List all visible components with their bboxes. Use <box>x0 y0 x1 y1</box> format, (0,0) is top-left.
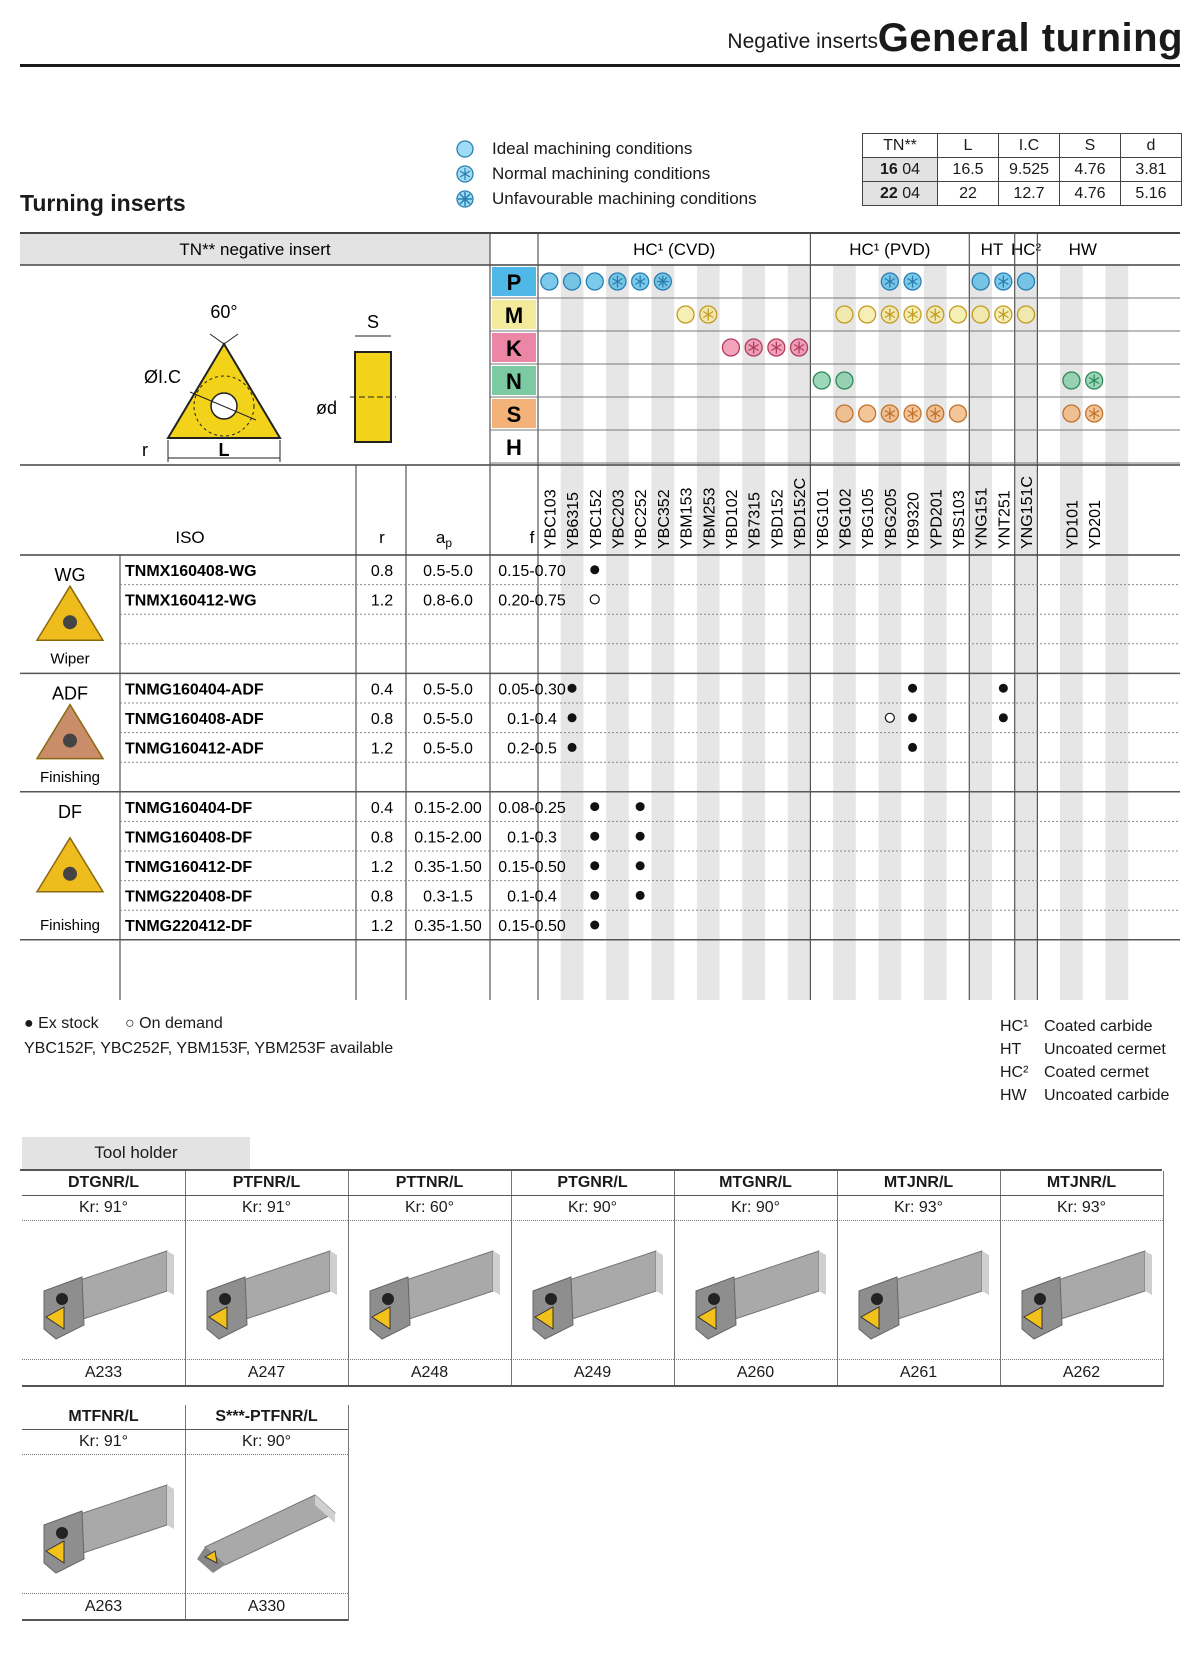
ex-stock-icon <box>568 684 577 693</box>
insert-thumbnail <box>37 705 103 759</box>
holder-name: MTJNR/L <box>1000 1171 1163 1196</box>
tool-holder-card <box>185 1405 349 1621</box>
nose-radius: 0.8 <box>370 563 394 580</box>
condition-circle <box>586 273 603 290</box>
iso-code: TNMG160404-DF <box>125 799 253 817</box>
insert-group-caption: Finishing <box>39 916 101 934</box>
insert-group-name: DF <box>58 801 82 822</box>
condition-ideal-icon <box>859 306 876 323</box>
column-stripe <box>924 265 947 1000</box>
column-stripe <box>742 265 765 1000</box>
nose-radius: 1.2 <box>370 918 394 936</box>
column-stripe <box>1106 265 1129 1000</box>
holder-image <box>185 1455 348 1594</box>
L-label: L <box>218 440 230 460</box>
condition-normal-icon <box>881 306 898 323</box>
iso-code: TNMX160408-WG <box>125 563 257 580</box>
depth-of-cut: 0.8-6.0 <box>423 592 473 610</box>
column-stripe <box>1015 265 1038 1000</box>
grade-label: YBD152 <box>769 489 787 549</box>
iso-code: TNMG220412-DF <box>125 918 253 936</box>
grade-label: YBM153 <box>678 487 696 549</box>
iso-code: TNMG220408-DF <box>125 888 253 906</box>
ex-stock-icon <box>568 713 577 722</box>
dim-header: TN** <box>863 134 938 158</box>
condition-ideal-icon <box>1063 405 1080 422</box>
dim-code-bold: 16 <box>879 160 898 178</box>
tool-holder-icon <box>1000 1221 1163 1359</box>
feed-rate: 0.15-0.70 <box>498 563 566 580</box>
condition-ideal-icon <box>1063 372 1080 389</box>
condition-ideal-icon <box>972 273 989 290</box>
grade-label: YPD201 <box>928 489 946 549</box>
depth-of-cut: 0.15-2.00 <box>414 829 482 847</box>
condition-normal-icon <box>768 339 785 356</box>
iso-code: TNMG160404-ADF <box>125 681 264 699</box>
holder-page-ref: A233 <box>22 1360 185 1387</box>
ex-stock-icon <box>590 832 599 841</box>
tool-holder-card <box>674 1171 838 1387</box>
condition-ideal-icon <box>564 273 581 290</box>
condition-normal-icon <box>881 405 898 422</box>
ex-stock-icon <box>568 743 577 752</box>
condition-normal-icon <box>881 273 898 290</box>
dim-S: 4.76 <box>1060 158 1121 182</box>
feed-rate: 0.20-0.75 <box>498 592 566 610</box>
condition-circle <box>836 405 853 422</box>
ex-stock-icon <box>908 743 917 752</box>
condition-ideal-icon <box>949 405 966 422</box>
condition-normal-icon <box>1086 372 1103 389</box>
nose-radius: 0.8 <box>370 829 394 847</box>
grade-label: YBC103 <box>542 489 560 549</box>
dim-d: 5.16 <box>1121 182 1182 206</box>
condition-ideal-icon <box>1018 273 1035 290</box>
f-header: f <box>529 528 535 547</box>
material-code: P <box>506 270 522 295</box>
grade-group-label: HC² <box>1010 240 1042 259</box>
angle-label: 60° <box>210 302 238 322</box>
condition-ideal-icon <box>859 405 876 422</box>
material-code: N <box>506 369 522 394</box>
grade-label: YBD102 <box>723 489 741 549</box>
condition-normal-icon <box>745 339 762 356</box>
tool-holder-icon <box>674 1221 837 1359</box>
holder-page-ref: A263 <box>22 1594 185 1621</box>
condition-normal-icon <box>1086 405 1103 422</box>
column-stripe <box>697 265 720 1000</box>
ex-stock-label: Ex stock <box>38 1015 99 1032</box>
condition-circle <box>1018 306 1035 323</box>
r-header: r <box>379 528 385 547</box>
column-stripe <box>606 265 629 1000</box>
dim-header: S <box>1060 134 1121 158</box>
condition-normal-icon <box>927 405 944 422</box>
grade-label: YBG205 <box>882 488 900 549</box>
grade-label: YD101 <box>1064 500 1082 549</box>
ex-stock-icon <box>590 861 599 870</box>
tool-holder-card <box>837 1171 1001 1387</box>
insert-group-caption: Wiper <box>50 650 90 668</box>
legend-label: Unfavourable machining conditions <box>492 189 757 208</box>
abbreviation-list <box>1000 1015 1169 1107</box>
grade-label: YBC203 <box>610 489 628 549</box>
condition-circle <box>972 306 989 323</box>
ex-stock-icon <box>590 565 599 574</box>
condition-ideal-icon <box>836 405 853 422</box>
condition-normal-icon <box>700 306 717 323</box>
holder-kr: Kr: 93° <box>837 1196 1000 1221</box>
abbr-code: HC² <box>1000 1064 1029 1081</box>
iso-code: TNMX160412-WG <box>125 592 257 610</box>
depth-of-cut: 0.5-5.0 <box>423 711 473 728</box>
condition-circle <box>541 273 558 290</box>
condition-ideal-icon <box>586 273 603 290</box>
feed-rate: 0.1-0.4 <box>507 888 557 906</box>
condition-ideal-icon <box>813 372 830 389</box>
grade-label: YB7315 <box>746 492 764 549</box>
dim-header: L <box>938 134 999 158</box>
condition-circle <box>836 372 853 389</box>
holder-kr: Kr: 90° <box>185 1430 348 1455</box>
tool-holder-card <box>22 1405 186 1621</box>
holder-page-ref: A248 <box>348 1360 511 1387</box>
dim-L: 22 <box>938 182 999 206</box>
condition-normal-icon <box>791 339 808 356</box>
ap-sub: p <box>445 536 453 550</box>
S-label: S <box>366 312 380 332</box>
nose-radius: 0.4 <box>370 681 394 699</box>
ap-header: $a_p$ <box>435 528 453 550</box>
boring-bar-icon <box>185 1455 348 1593</box>
tool-holder-card <box>511 1171 675 1387</box>
iso-code: TNMG160408-DF <box>125 829 253 847</box>
ex-stock-icon <box>999 713 1008 722</box>
depth-of-cut: 0.5-5.0 <box>423 563 473 580</box>
tool-holder-card <box>22 1171 186 1387</box>
ex-stock-icon <box>999 684 1008 693</box>
grade-group-label: HC¹ (PVD) <box>849 240 931 259</box>
tool-holder-icon <box>837 1221 1000 1359</box>
insert-panel-title: TN** negative insert <box>179 240 331 259</box>
holder-page-ref: A261 <box>837 1360 1000 1387</box>
holder-kr: Kr: 93° <box>1000 1196 1163 1221</box>
dim-header: d <box>1121 134 1182 158</box>
ex-stock-icon <box>636 802 645 811</box>
condition-normal-icon <box>632 273 649 290</box>
column-stripe <box>561 265 584 1000</box>
grade-group-label: HC¹ (CVD) <box>633 240 716 259</box>
holder-image <box>837 1221 1000 1360</box>
condition-ideal-icon <box>722 339 739 356</box>
holder-image <box>22 1221 185 1360</box>
holder-page-ref: A262 <box>1000 1360 1163 1387</box>
condition-normal-icon <box>904 273 921 290</box>
holder-page-ref: A260 <box>674 1360 837 1387</box>
depth-of-cut: 0.5-5.0 <box>423 740 473 758</box>
insert-thumbnail-hole <box>63 734 77 748</box>
tool-holder-icon <box>22 1221 185 1359</box>
dim-L: 16.5 <box>938 158 999 182</box>
abbr-desc: Coated carbide <box>1044 1018 1153 1035</box>
insert-triangle <box>168 344 280 438</box>
condition-circle <box>836 306 853 323</box>
section-title: Turning inserts <box>20 190 186 216</box>
availability-note: YBC152F, YBC252F, YBM153F, YBM253F available <box>24 1040 394 1057</box>
condition-circle <box>813 372 830 389</box>
ex-stock-icon <box>590 802 599 811</box>
grade-label: YBM253 <box>701 487 719 549</box>
holder-name: PTFNR/L <box>185 1171 348 1196</box>
abbr-desc: Coated cermet <box>1044 1064 1149 1081</box>
on-demand-icon <box>885 713 894 722</box>
ex-stock-icon <box>636 891 645 900</box>
grade-label: YBG102 <box>837 488 855 549</box>
holder-name: MTJNR/L <box>837 1171 1000 1196</box>
dim-code-bold: 22 <box>879 184 898 202</box>
holder-image <box>22 1455 185 1594</box>
on-demand-icon: ○ <box>125 1015 135 1032</box>
feed-rate: 0.2-0.5 <box>507 740 557 758</box>
condition-ideal-icon <box>836 306 853 323</box>
insert-thumbnail-hole <box>63 867 77 881</box>
nose-radius: 0.8 <box>370 888 394 906</box>
tool-holder-card <box>348 1171 512 1387</box>
tool-holder-icon <box>185 1221 348 1359</box>
dim-header: I.C <box>999 134 1060 158</box>
legend-label: Ideal machining conditions <box>492 139 693 158</box>
material-code: M <box>504 303 524 328</box>
condition-circle <box>972 273 989 290</box>
condition-normal-icon <box>995 273 1012 290</box>
nose-radius: 0.4 <box>370 799 394 817</box>
condition-circle <box>949 306 966 323</box>
holder-kr: Kr: 91° <box>22 1196 185 1221</box>
ex-stock-icon <box>590 921 599 930</box>
grade-label: YNT251 <box>996 490 1014 549</box>
holder-image <box>348 1221 511 1360</box>
nose-radius: 1.2 <box>370 592 394 610</box>
holder-kr: Kr: 90° <box>511 1196 674 1221</box>
condition-ideal-icon <box>836 372 853 389</box>
depth-of-cut: 0.3-1.5 <box>423 888 473 906</box>
insert-group-name: WG <box>54 565 86 585</box>
condition-ideal-icon <box>541 273 558 290</box>
condition-normal-icon <box>904 405 921 422</box>
holder-image <box>1000 1221 1163 1360</box>
condition-circle <box>677 306 694 323</box>
grade-label: YBS103 <box>950 490 968 549</box>
tool-holder-icon <box>22 1455 185 1593</box>
material-code: S <box>506 402 522 427</box>
nose-radius: 1.2 <box>370 740 394 758</box>
nose-radius: 1.2 <box>370 859 394 876</box>
ic-label: ØI.C <box>144 367 182 387</box>
grade-label: YD201 <box>1087 500 1105 549</box>
insert-diagram <box>142 302 396 462</box>
page-title: General turning <box>877 16 1183 60</box>
feed-rate: 0.15-0.50 <box>498 918 566 936</box>
abbr-code: HT <box>1000 1041 1022 1058</box>
grade-label: YBG105 <box>860 488 878 549</box>
condition-ideal-icon <box>677 306 694 323</box>
abbr-desc: Uncoated cermet <box>1044 1041 1166 1058</box>
holder-kr: Kr: 60° <box>348 1196 511 1221</box>
angle-line <box>224 334 238 344</box>
ex-stock-icon <box>590 891 599 900</box>
dim-S: 4.76 <box>1060 182 1121 206</box>
holder-image <box>185 1221 348 1360</box>
condition-normal-icon <box>609 273 626 290</box>
dim-code: 04 <box>902 160 921 178</box>
depth-of-cut: 0.5-5.0 <box>423 681 473 699</box>
feed-rate: 0.05-0.30 <box>498 681 566 699</box>
iso-code: TNMG160412-ADF <box>125 740 264 758</box>
holder-name: MTFNR/L <box>22 1405 185 1430</box>
page-subtitle: Negative inserts <box>727 30 878 53</box>
dim-code: 04 <box>902 184 921 202</box>
holder-kr: Kr: 91° <box>185 1196 348 1221</box>
condition-circle <box>1063 405 1080 422</box>
tool-holder-icon <box>348 1221 511 1359</box>
ex-stock-icon <box>908 713 917 722</box>
abbr-desc: Uncoated carbide <box>1044 1087 1170 1104</box>
holder-name: DTGNR/L <box>22 1171 185 1196</box>
holder-name: MTGNR/L <box>674 1171 837 1196</box>
holder-page-ref: A330 <box>185 1594 348 1621</box>
feed-rate: 0.1-0.4 <box>507 711 557 728</box>
nose-radius: 0.8 <box>370 711 394 728</box>
condition-circle <box>1063 372 1080 389</box>
grade-label: YBD152C <box>792 477 810 549</box>
ex-stock-icon <box>908 684 917 693</box>
dim-d: 3.81 <box>1121 158 1182 182</box>
tool-holder-card <box>185 1171 349 1387</box>
on-demand-label: On demand <box>139 1015 223 1032</box>
condition-ideal-icon <box>972 306 989 323</box>
insert-group-name: ADF <box>52 683 88 704</box>
feed-rate: 0.08-0.25 <box>498 799 566 817</box>
grade-label: YBC252 <box>633 489 651 549</box>
holder-image <box>674 1221 837 1360</box>
depth-of-cut: 0.35-1.50 <box>414 859 482 876</box>
depth-of-cut: 0.15-2.00 <box>414 799 482 817</box>
r-label: r <box>142 440 148 460</box>
condition-circle <box>722 339 739 356</box>
holder-page-ref: A249 <box>511 1360 674 1387</box>
condition-circle <box>859 306 876 323</box>
on-demand-icon <box>590 595 599 604</box>
condition-unfavourable-icon <box>654 273 671 290</box>
grade-group-label: HT <box>980 240 1004 259</box>
condition-ideal-icon <box>1018 306 1035 323</box>
column-stripe <box>652 265 675 1000</box>
tool-holder-icon <box>511 1221 674 1359</box>
iso-code: TNMG160412-DF <box>125 859 253 876</box>
abbr-code: HW <box>1000 1087 1027 1104</box>
column-stripe <box>788 265 811 1000</box>
grade-label: YBC352 <box>655 489 673 549</box>
insert-thumbnail <box>37 586 103 640</box>
feed-rate: 0.1-0.3 <box>507 829 557 847</box>
iso-code: TNMG160408-ADF <box>125 711 264 728</box>
grade-label: YNG151 <box>973 487 991 549</box>
stock-legend <box>24 1015 223 1033</box>
grade-label: YBC152 <box>587 489 605 549</box>
condition-ideal-icon <box>949 306 966 323</box>
material-code: H <box>506 435 522 460</box>
condition-normal-icon <box>927 306 944 323</box>
insert-group-caption: Finishing <box>39 768 101 786</box>
holder-name: S***-PTFNR/L <box>185 1405 348 1430</box>
tool-holder-tab: Tool holder <box>22 1137 250 1169</box>
grade-label: YNG151C <box>1019 476 1037 549</box>
grade-label: YB9320 <box>905 492 923 549</box>
legend-label: Normal machining conditions <box>492 164 711 183</box>
condition-normal-icon <box>904 306 921 323</box>
insert-thumbnail <box>37 838 103 892</box>
condition-circle <box>859 405 876 422</box>
grade-group-label: HW <box>1068 240 1097 259</box>
tool-holder-card <box>1000 1171 1164 1387</box>
holder-kr: Kr: 90° <box>674 1196 837 1221</box>
condition-circle <box>949 405 966 422</box>
ex-stock-icon: ● <box>24 1015 34 1032</box>
holder-name: PTGNR/L <box>511 1171 674 1196</box>
abbr-code: HC¹ <box>1000 1018 1029 1035</box>
condition-circle <box>564 273 581 290</box>
holder-name: PTTNR/L <box>348 1171 511 1196</box>
insert-thumbnail-hole <box>63 615 77 629</box>
dim-IC: 9.525 <box>999 158 1060 182</box>
grade-label: YBG101 <box>814 488 832 549</box>
condition-circle <box>1018 273 1035 290</box>
material-code: K <box>506 336 522 361</box>
feed-rate: 0.15-0.50 <box>498 859 566 876</box>
holder-image <box>511 1221 674 1360</box>
column-stripe <box>879 265 902 1000</box>
dim-IC: 12.7 <box>999 182 1060 206</box>
d-label: ød <box>316 398 338 418</box>
condition-normal-icon <box>995 306 1012 323</box>
angle-line <box>210 334 224 344</box>
ex-stock-icon <box>636 861 645 870</box>
grade-label: YB6315 <box>565 492 583 549</box>
iso-header: ISO <box>175 528 205 547</box>
holder-kr: Kr: 91° <box>22 1430 185 1455</box>
holder-page-ref: A247 <box>185 1360 348 1387</box>
column-stripe <box>969 265 992 1000</box>
ex-stock-icon <box>636 832 645 841</box>
depth-of-cut: 0.35-1.50 <box>414 918 482 936</box>
